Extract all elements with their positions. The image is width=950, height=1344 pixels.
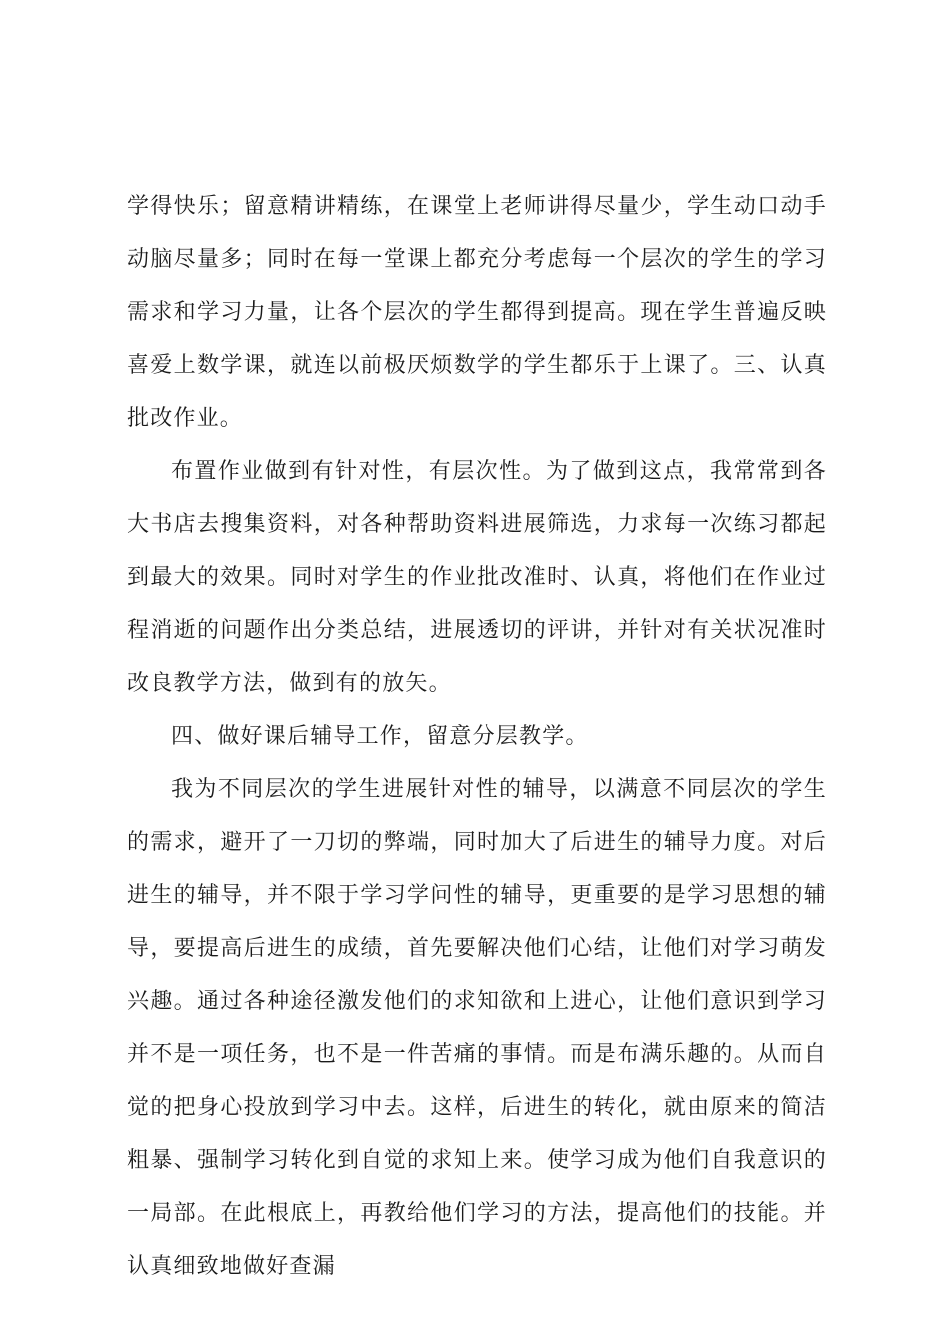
- paragraph-continued: 学得快乐；留意精讲精练，在课堂上老师讲得尽量少，学生动口动手动脑尽量多；同时在每一堂课上都充分考虑每一个层次的学生的学习需求和学习力量，让各个层次的学生都得到提高。现在学生普遍反映喜爱上数学课，就连以前极厌烦数学的学生都乐于上课了。三、认真批改作业。: [127, 194, 827, 431]
- paragraph-tutoring: 我为不同层次的学生进展针对性的辅导，以满意不同层次的学生的需求，避开了一刀切的弊端，同时加大了后进生的辅导力度。对后进生的辅导，并不限于学习学问性的辅导，更重要的是学习思想的辅导，要提高后进生的成绩，首先要解决他们心结，让他们对学习萌发兴趣。通过各种途径激发他们的求知欲和上进心，让他们意识到学习并不是一项任务，也不是一件苦痛的事情。而是布满乐趣的。从而自觉的把身心投放到学习中去。这样，后进生的转化，就由原来的简洁粗暴、强制学习转化到自觉的求知上来。使学习成为他们自我意识的一局部。在此根底上，再教给他们学习的方法，提高他们的技能。并认真细致地做好查漏: [127, 777, 827, 1279]
- paragraph-homework: 布置作业做到有针对性，有层次性。为了做到这点，我常常到各大书店去搜集资料，对各种帮助资料进展筛选，力求每一次练习都起到最大的效果。同时对学生的作业批改准时、认真，将他们在作业过程消逝的问题作出分类总结，进展透切的评讲，并针对有关状况准时改良教学方法，做到有的放矢。: [127, 459, 827, 696]
- document-body: [127, 180, 827, 1293]
- section-heading-tutoring: 四、做好课后辅导工作，留意分层教学。: [171, 724, 589, 749]
